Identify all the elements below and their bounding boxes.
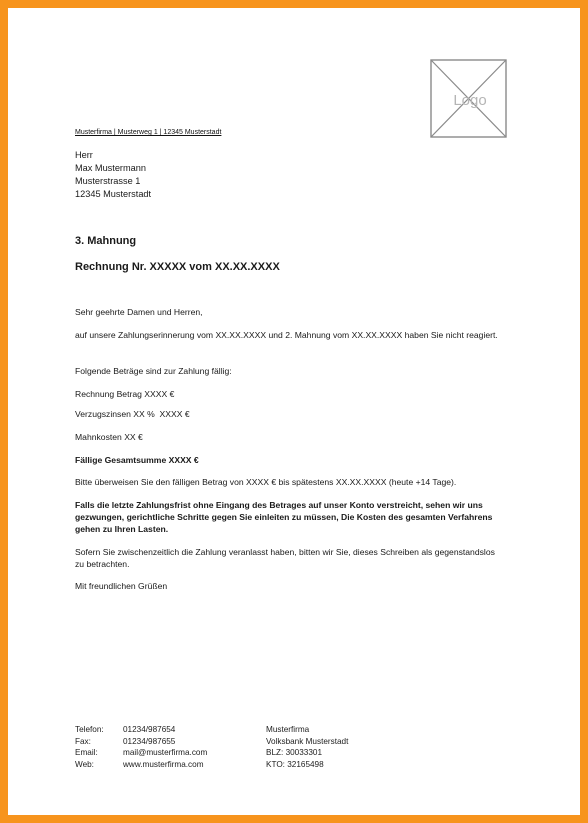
disregard-note: Sofern Sie zwischenzeitlich die Zahlung veranlasst haben, bitten wir Sie, dieses Schreiben als gegenstandslos zu betrachten. bbox=[75, 547, 495, 569]
footer-blz: BLZ: 30033301 bbox=[266, 748, 322, 758]
footer-contact-labels bbox=[75, 724, 123, 771]
footer-phone: 01234/987654 bbox=[123, 725, 176, 734]
sender-address-line: Musterfirma | Musterweg 1 | 12345 Musterstadt bbox=[75, 129, 222, 136]
document-title: 3. Mahnung bbox=[75, 235, 137, 247]
recipient-salutation: Herr bbox=[75, 150, 93, 160]
amounts-intro: Folgende Beträge sind zur Zahlung fällig: bbox=[75, 366, 232, 376]
salutation: Sehr geehrte Damen und Herren, bbox=[75, 307, 203, 317]
footer-fax-label: Fax: bbox=[75, 736, 91, 746]
recipient-city: 12345 Musterstadt bbox=[75, 189, 152, 199]
payment-request: Bitte überweisen Sie den fälligen Betrag von XXXX € bis spätestens XX.XX.XXXX (heute +14 Tage). bbox=[75, 477, 457, 487]
footer-contact-values bbox=[123, 724, 263, 771]
closing: Mit freundlichen Grüßen bbox=[75, 581, 168, 591]
recipient-name: Max Mustermann bbox=[75, 163, 146, 173]
footer-company: Musterfirma bbox=[266, 725, 310, 734]
subject-line: Rechnung Nr. XXXXX vom XX.XX.XXXX bbox=[75, 261, 280, 273]
footer-bank-details bbox=[266, 724, 416, 771]
logo-placeholder-icon bbox=[430, 59, 507, 138]
footer-email: mail@musterfirma.com bbox=[123, 748, 208, 758]
footer-bank-name: Volksbank Musterstadt bbox=[266, 736, 349, 746]
footer-email-label: Email: bbox=[75, 748, 98, 758]
invoice-amount-line: Rechnung Betrag XXXX € bbox=[75, 389, 175, 399]
total-line: Fällige Gesamtsumme XXXX € bbox=[75, 455, 199, 465]
intro-paragraph: auf unsere Zahlungserinnerung vom XX.XX.XXXX und 2. Mahnung vom XX.XX.XXXX haben Sie nicht reagiert. bbox=[75, 330, 498, 340]
fees-line: Mahnkosten XX € bbox=[75, 432, 143, 442]
legal-warning: Falls die letzte Zahlungsfrist ohne Eingang des Betrages auf unser Konto verstreicht, sehen wir uns gezwungen, gerichtliche Schritte gegen Sie einleiten zu müssen, Die Kosten des gesamten Verfahrens gehen zu Ihren Lasten. bbox=[75, 500, 493, 534]
footer-phone-label: Telefon: bbox=[75, 725, 104, 734]
footer-web-label: Web: bbox=[75, 760, 94, 770]
footer-web: www.musterfirma.com bbox=[123, 760, 204, 770]
footer-fax: 01234/987655 bbox=[123, 736, 176, 746]
interest-line: Verzugszinsen XX % XXXX € bbox=[75, 409, 190, 419]
footer-account: KTO: 32165498 bbox=[266, 760, 324, 770]
logo-text: Logo bbox=[453, 92, 487, 109]
recipient-street: Musterstrasse 1 bbox=[75, 176, 141, 186]
recipient-address bbox=[75, 149, 151, 201]
